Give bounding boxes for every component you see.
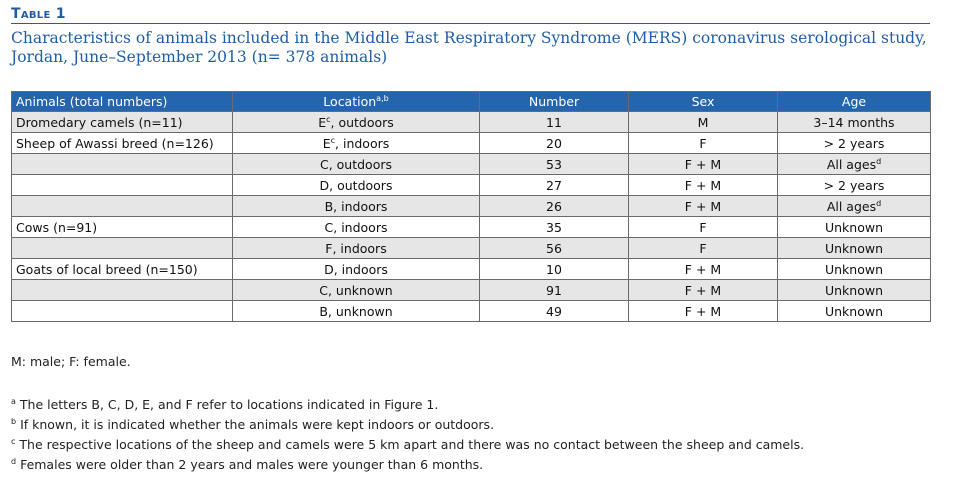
cell-location-setting: , indoors [332,240,387,256]
abbreviations-note: M: male; F: female. [11,354,131,369]
cell-number: 26 [480,196,629,217]
cell-age-value: Unknown [824,261,884,277]
cell-number: 53 [480,154,629,175]
cell-age [778,154,931,175]
cell-animal [12,175,233,196]
cell-age [778,196,931,217]
cell-location-letter: B [324,198,334,214]
cell-number: 27 [480,175,629,196]
cell-age-value: 3–14 months [813,114,895,130]
cell-location-setting: , outdoors [329,177,393,193]
footnote-text: The letters B, C, D, E, and F refer to locations indicated in Figure 1. [19,397,439,412]
cell-age [778,217,931,238]
cell-age [778,280,931,301]
column-header-age: Age [778,92,931,112]
footnote [11,415,941,435]
cell-location-letter: C [324,219,334,235]
cell-location-setting: , indoors [335,135,390,151]
cell-number: 91 [480,280,629,301]
table-row [12,259,931,280]
cell-number: 20 [480,133,629,154]
cell-animal: Cows (n=91) [12,217,233,238]
cell-sex: F [629,238,778,259]
cell-location-letter: C [319,282,328,298]
footnote [11,395,941,415]
column-header-location-footnote-marks: a,b [376,93,389,103]
cell-location-letter: D [324,261,334,277]
cell-location [233,301,480,322]
footnote [11,435,941,455]
table-row [12,175,931,196]
cell-location [233,133,480,154]
cell-location-setting: , indoors [333,219,388,235]
table-row [12,238,931,259]
table-body [12,112,931,322]
cell-location-setting: , unknown [327,303,393,319]
cell-sex: M [629,112,778,133]
cell-age-footnote-mark: d [876,198,882,208]
cell-number: 10 [480,259,629,280]
cell-sex: F + M [629,196,778,217]
cell-location [233,280,480,301]
cell-sex: F + M [629,280,778,301]
characteristics-table [11,91,931,322]
footnote-text: The respective locations of the sheep and camels were 5 km apart and there was no contact between the sheep and camels. [19,437,805,452]
cell-animal [12,196,233,217]
column-header-location [233,92,480,112]
footnote-text: Females were older than 2 years and males were younger than 6 months. [20,457,484,472]
cell-age-value: All ages [826,156,877,172]
cell-location [233,175,480,196]
table-caption: Characteristics of animals included in the Middle East Respiratory Syndrome (MERS) coronavirus serological study, Jordan, June–September 2013 (n= 378 animals) [11,29,927,66]
cell-location-letter: D [319,177,330,193]
cell-location-letter: C [319,156,329,172]
cell-sex: F + M [629,301,778,322]
cell-number: 11 [480,112,629,133]
cell-number: 35 [480,217,629,238]
cell-location-letter: E [322,135,331,151]
cell-location-setting: , indoors [333,261,388,277]
cell-location [233,259,480,280]
footnote-mark: b [11,416,17,426]
cell-age [778,112,931,133]
cell-location-setting: , outdoors [330,114,394,130]
cell-age [778,133,931,154]
cell-age [778,238,931,259]
cell-age [778,175,931,196]
cell-age [778,301,931,322]
table-label: Table 1 [11,6,66,22]
column-header-location-label: Location [323,94,377,109]
cell-age-value: Unknown [824,240,884,256]
cell-animal [12,154,233,175]
column-header-number: Number [480,92,629,112]
cell-sex: F + M [629,154,778,175]
cell-number: 49 [480,301,629,322]
cell-location-letter: B [319,303,328,319]
header-row [12,92,931,112]
footnotes-list [11,395,941,475]
cell-age-value: Unknown [824,282,884,298]
footnote-mark: c [11,436,16,446]
cell-location [233,196,480,217]
label-divider [11,23,930,24]
cell-animal: Sheep of Awassi breed (n=126) [12,133,233,154]
footnote [11,455,941,475]
table-row [12,154,931,175]
cell-age-footnote-mark: d [876,156,882,166]
table-row [12,196,931,217]
cell-sex: F + M [629,259,778,280]
column-header-sex: Sex [629,92,778,112]
cell-location [233,154,480,175]
cell-age-value: All ages [826,198,877,214]
cell-location-setting: , outdoors [328,156,393,172]
cell-animal: Dromedary camels (n=11) [12,112,233,133]
cell-sex: F + M [629,175,778,196]
cell-location [233,112,480,133]
cell-age [778,259,931,280]
cell-animal: Goats of local breed (n=150) [12,259,233,280]
cell-number: 56 [480,238,629,259]
cell-location [233,238,480,259]
table-row [12,280,931,301]
cell-age-value: Unknown [824,303,884,319]
table-notes [11,354,941,475]
cell-location-letter: F [325,240,333,256]
cell-age-value: Unknown [824,219,884,235]
table-row [12,301,931,322]
footnote-mark: d [11,456,17,466]
cell-location-footnote-mark: c [326,114,331,124]
column-header-animals: Animals (total numbers) [12,92,233,112]
cell-sex: F [629,133,778,154]
cell-age-value: > 2 years [823,177,885,193]
footnote-text: If known, it is indicated whether the animals were kept indoors or outdoors. [20,417,495,432]
cell-animal [12,280,233,301]
cell-location-setting: , unknown [327,282,393,298]
cell-location-footnote-mark: c [330,135,336,145]
footnote-mark: a [11,396,16,406]
cell-location [233,217,480,238]
cell-sex: F [629,217,778,238]
table-row [12,217,931,238]
cell-age-value: > 2 years [823,135,885,151]
cell-animal [12,238,233,259]
table-row [12,133,931,154]
table-row [12,112,931,133]
cell-location-letter: E [318,114,327,130]
cell-animal [12,301,233,322]
cell-location-setting: , indoors [333,198,388,214]
